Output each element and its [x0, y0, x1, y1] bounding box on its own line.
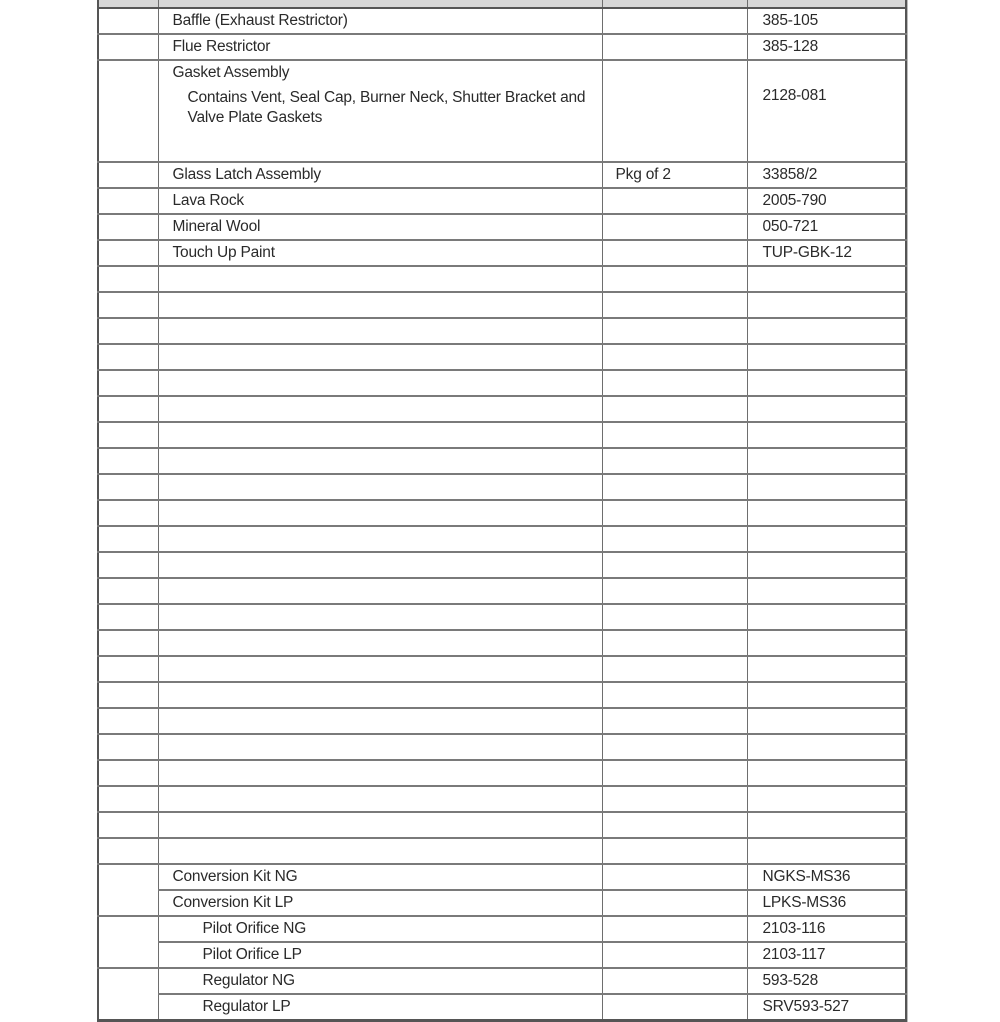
item-cell	[98, 162, 158, 188]
item-cell	[98, 968, 158, 1021]
empty-table-row	[98, 500, 906, 526]
description-cell	[158, 786, 602, 812]
part-number-cell: SRV593-527	[747, 994, 906, 1021]
table-row	[98, 916, 906, 942]
comments-cell: Pkg of 2	[602, 162, 747, 188]
part-number-cell	[747, 526, 906, 552]
item-cell	[98, 214, 158, 240]
item-cell	[98, 396, 158, 422]
empty-table-row	[98, 344, 906, 370]
comments-cell	[602, 526, 747, 552]
description-cell	[158, 604, 602, 630]
empty-table-row	[98, 292, 906, 318]
description-cell: Regulator LP	[158, 994, 602, 1021]
part-number-cell	[747, 344, 906, 370]
comments-cell	[602, 60, 747, 162]
item-cell	[98, 838, 158, 864]
item-cell	[98, 578, 158, 604]
item-cell	[98, 34, 158, 60]
item-cell	[98, 552, 158, 578]
empty-table-row	[98, 786, 906, 812]
comments-cell	[602, 214, 747, 240]
empty-table-row	[98, 812, 906, 838]
description-cell: Baffle (Exhaust Restrictor)	[158, 8, 602, 34]
item-cell	[98, 188, 158, 214]
item-cell	[98, 370, 158, 396]
empty-table-row	[98, 656, 906, 682]
description-cell	[158, 656, 602, 682]
empty-table-row	[98, 474, 906, 500]
comments-cell	[602, 838, 747, 864]
item-cell	[98, 240, 158, 266]
part-number-cell: 2103-117	[747, 942, 906, 968]
part-number-cell	[747, 838, 906, 864]
comments-cell	[602, 474, 747, 500]
table-header-row	[98, 0, 906, 8]
part-number-cell: 385-128	[747, 34, 906, 60]
description-cell	[158, 630, 602, 656]
part-number-cell	[747, 396, 906, 422]
part-number-cell: LPKS-MS36	[747, 890, 906, 916]
part-number-cell	[747, 474, 906, 500]
comments-cell	[602, 942, 747, 968]
table-row	[98, 188, 906, 214]
description-cell: Lava Rock	[158, 188, 602, 214]
part-number-cell	[747, 630, 906, 656]
comments-cell	[602, 448, 747, 474]
header-comments	[602, 0, 747, 8]
part-number-cell: TUP-GBK-12	[747, 240, 906, 266]
empty-table-row	[98, 682, 906, 708]
header-item	[98, 0, 158, 8]
part-number-cell	[747, 370, 906, 396]
description-cell	[158, 474, 602, 500]
comments-cell	[602, 864, 747, 890]
part-number-cell	[747, 318, 906, 344]
description-cell: Mineral Wool	[158, 214, 602, 240]
description-cell	[158, 526, 602, 552]
part-number-cell	[747, 734, 906, 760]
part-number-cell: 33858/2	[747, 162, 906, 188]
comments-cell	[602, 968, 747, 994]
description-cell: Regulator NG	[158, 968, 602, 994]
comments-cell	[602, 240, 747, 266]
item-cell	[98, 60, 158, 162]
description-cell	[158, 552, 602, 578]
comments-cell	[602, 890, 747, 916]
item-cell	[98, 864, 158, 916]
empty-table-row	[98, 734, 906, 760]
comments-cell	[602, 266, 747, 292]
description-cell	[158, 708, 602, 734]
description-cell	[158, 266, 602, 292]
empty-table-row	[98, 604, 906, 630]
part-number-cell	[747, 604, 906, 630]
part-number-cell	[747, 552, 906, 578]
comments-cell	[602, 708, 747, 734]
description-cell: Pilot Orifice LP	[158, 942, 602, 968]
comments-cell	[602, 188, 747, 214]
comments-cell	[602, 630, 747, 656]
comments-cell	[602, 786, 747, 812]
table-row	[98, 864, 906, 890]
item-cell	[98, 812, 158, 838]
part-number-cell: NGKS-MS36	[747, 864, 906, 890]
part-number-cell	[747, 812, 906, 838]
description-cell	[158, 344, 602, 370]
header-description	[158, 0, 602, 8]
comments-cell	[602, 812, 747, 838]
header-part-number	[747, 0, 906, 8]
comments-cell	[602, 760, 747, 786]
part-number-cell	[747, 292, 906, 318]
comments-cell	[602, 396, 747, 422]
description-cell	[158, 396, 602, 422]
part-number-cell	[747, 500, 906, 526]
description-cell: Touch Up Paint	[158, 240, 602, 266]
table-row	[98, 214, 906, 240]
item-cell	[98, 292, 158, 318]
item-cell	[98, 630, 158, 656]
comments-cell	[602, 682, 747, 708]
item-cell	[98, 916, 158, 968]
table-row	[98, 890, 906, 916]
description-cell	[158, 760, 602, 786]
item-cell	[98, 526, 158, 552]
part-number-cell	[747, 656, 906, 682]
comments-cell	[602, 370, 747, 396]
comments-cell	[602, 500, 747, 526]
table-row	[98, 942, 906, 968]
description-cell	[158, 500, 602, 526]
comments-cell	[602, 34, 747, 60]
description-cell	[158, 370, 602, 396]
comments-cell	[602, 578, 747, 604]
comments-cell	[602, 8, 747, 34]
empty-table-row	[98, 578, 906, 604]
description-cell	[158, 734, 602, 760]
description-cell: Conversion Kit LP	[158, 890, 602, 916]
item-cell	[98, 656, 158, 682]
item-cell	[98, 786, 158, 812]
item-cell	[98, 318, 158, 344]
part-number-cell	[747, 266, 906, 292]
item-cell	[98, 682, 158, 708]
comments-cell	[602, 916, 747, 942]
comments-cell	[602, 734, 747, 760]
description-cell: Pilot Orifice NG	[158, 916, 602, 942]
parts-table	[97, 0, 907, 1022]
description-cell	[158, 812, 602, 838]
comments-cell	[602, 318, 747, 344]
table-row	[98, 968, 906, 994]
part-number-cell: 593-528	[747, 968, 906, 994]
description-text: Gasket Assembly	[172, 64, 290, 81]
comments-cell	[602, 994, 747, 1021]
part-number-cell	[747, 448, 906, 474]
comments-cell	[602, 292, 747, 318]
description-cell	[158, 60, 602, 162]
item-cell	[98, 604, 158, 630]
description-cell	[158, 448, 602, 474]
empty-table-row	[98, 526, 906, 552]
description-cell	[158, 682, 602, 708]
item-cell	[98, 734, 158, 760]
item-cell	[98, 448, 158, 474]
comments-cell	[602, 604, 747, 630]
item-cell	[98, 344, 158, 370]
description-cell	[158, 578, 602, 604]
item-cell	[98, 422, 158, 448]
empty-table-row	[98, 318, 906, 344]
part-number-cell	[747, 682, 906, 708]
empty-table-row	[98, 708, 906, 734]
empty-table-row	[98, 266, 906, 292]
item-cell	[98, 266, 158, 292]
part-number-cell	[747, 708, 906, 734]
description-cell: Flue Restrictor	[158, 34, 602, 60]
parts-list-sheet	[97, 0, 907, 1022]
part-number-cell	[747, 422, 906, 448]
empty-table-row	[98, 370, 906, 396]
empty-table-row	[98, 422, 906, 448]
part-number-cell: 2128-081	[747, 60, 906, 162]
table-row	[98, 34, 906, 60]
comments-cell	[602, 422, 747, 448]
empty-table-row	[98, 838, 906, 864]
part-number-cell	[747, 578, 906, 604]
item-cell	[98, 500, 158, 526]
item-cell	[98, 474, 158, 500]
description-cell: Glass Latch Assembly	[158, 162, 602, 188]
item-cell	[98, 8, 158, 34]
comments-cell	[602, 656, 747, 682]
part-number-cell	[747, 786, 906, 812]
comments-cell	[602, 552, 747, 578]
part-number-cell: 2103-116	[747, 916, 906, 942]
table-row	[98, 8, 906, 34]
description-note: Contains Vent, Seal Cap, Burner Neck, Shutter Bracket and Valve Plate Gaskets	[187, 89, 586, 126]
description-cell	[158, 838, 602, 864]
table-row	[98, 60, 906, 162]
table-row	[98, 162, 906, 188]
description-cell	[158, 422, 602, 448]
description-cell	[158, 318, 602, 344]
description-cell: Conversion Kit NG	[158, 864, 602, 890]
empty-table-row	[98, 396, 906, 422]
comments-cell	[602, 344, 747, 370]
part-number-cell: 2005-790	[747, 188, 906, 214]
table-row	[98, 240, 906, 266]
empty-table-row	[98, 552, 906, 578]
part-number-cell	[747, 760, 906, 786]
item-cell	[98, 708, 158, 734]
item-cell	[98, 760, 158, 786]
table-row	[98, 994, 906, 1021]
empty-table-row	[98, 630, 906, 656]
part-number-cell: 385-105	[747, 8, 906, 34]
empty-table-row	[98, 760, 906, 786]
part-number-cell: 050-721	[747, 214, 906, 240]
empty-table-row	[98, 448, 906, 474]
description-cell	[158, 292, 602, 318]
